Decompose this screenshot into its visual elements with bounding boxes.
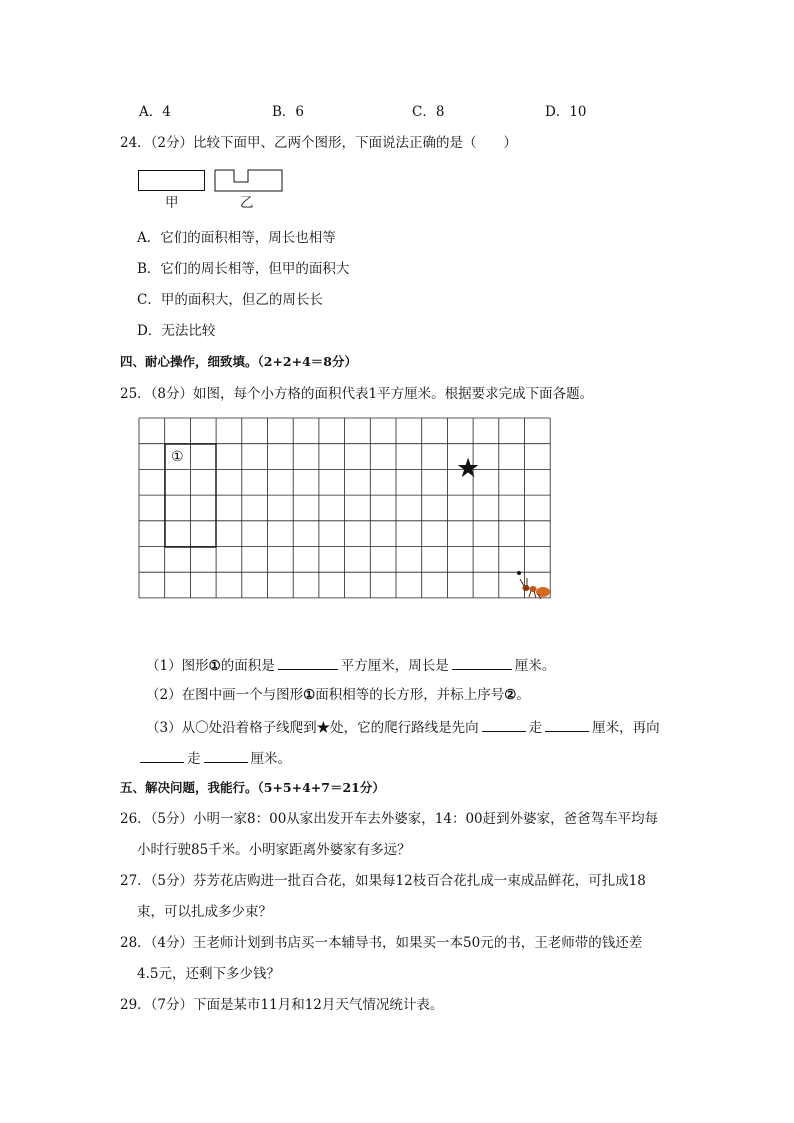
q24-option-b: B．它们的周长相等，但甲的面积大 [137, 261, 350, 277]
label-yi: 乙 [240, 195, 254, 211]
q23-option-c: C．8 [412, 104, 445, 120]
label-jia: 甲 [165, 195, 179, 211]
q27-line1: 27．（5分）芬芳花店购进一批百合花，如果每12枝百合花扎成一束成品鲜花，可扎成18 [120, 873, 646, 889]
star-icon: ★ [456, 453, 481, 484]
q26-line1: 26．（5分）小明一家8：00从家出发开车去外婆家，14：00赶到外婆家，爸爸驾车平均每 [120, 811, 659, 827]
q23-option-a: A．4 [139, 104, 171, 120]
q25-sub2: （2）在图中画一个与图形①面积相等的长方形，并标上序号②。 [146, 687, 530, 703]
answer-blank [278, 655, 338, 670]
q29-line1: 29．（7分）下面是某市11月和12月天气情况统计表。 [120, 997, 444, 1013]
q26-line2: 小时行驶85千米。小明家距离外婆家有多远？ [137, 842, 411, 858]
q24-option-c: C．甲的面积大，但乙的周长长 [137, 292, 323, 308]
q24-option-a: A．它们的面积相等，周长也相等 [137, 230, 336, 246]
q24-option-d: D．无法比较 [137, 323, 216, 339]
section4-title: 四、耐心操作，细致填。（2+2+4＝8分） [120, 354, 357, 369]
grid-lines [139, 418, 550, 598]
answer-blank [545, 717, 589, 732]
q23-option-d: D．10 [545, 104, 587, 120]
q23-option-b: B．6 [272, 104, 305, 120]
q28-line2: 4.5元，还剩下多少钱？ [137, 966, 280, 982]
answer-blank [482, 717, 526, 732]
answer-blank [452, 655, 512, 670]
answer-blank [140, 748, 184, 763]
q25-stem: 25．（8分）如图，每个小方格的面积代表1平方厘米。根据要求完成下面各题。 [120, 386, 594, 402]
q28-line1: 28．（4分）王老师计划到书店买一本辅导书，如果买一本50元的书，王老师带的钱还差 [120, 935, 643, 951]
q25-sub3: （3）从〇处沿着格子线爬到★处，它的爬行路线是先向 走 厘米，再向 [146, 717, 660, 737]
q27-line2: 束，可以扎成多少束？ [137, 904, 272, 920]
answer-blank [204, 748, 248, 763]
q25-sub1: （1）图形①的面积是 平方厘米，周长是 厘米。 [146, 655, 555, 675]
section5-title: 五、解决问题，我能行。（5+5+4+7＝21分） [120, 780, 385, 795]
start-dot [517, 571, 521, 575]
q24-stem: 24．（2分）比较下面甲、乙两个图形，下面说法正确的是（ ） [120, 135, 518, 151]
shape-one-label: ① [171, 449, 184, 465]
q25-sub3-cont: 走 厘米。 [137, 748, 291, 768]
